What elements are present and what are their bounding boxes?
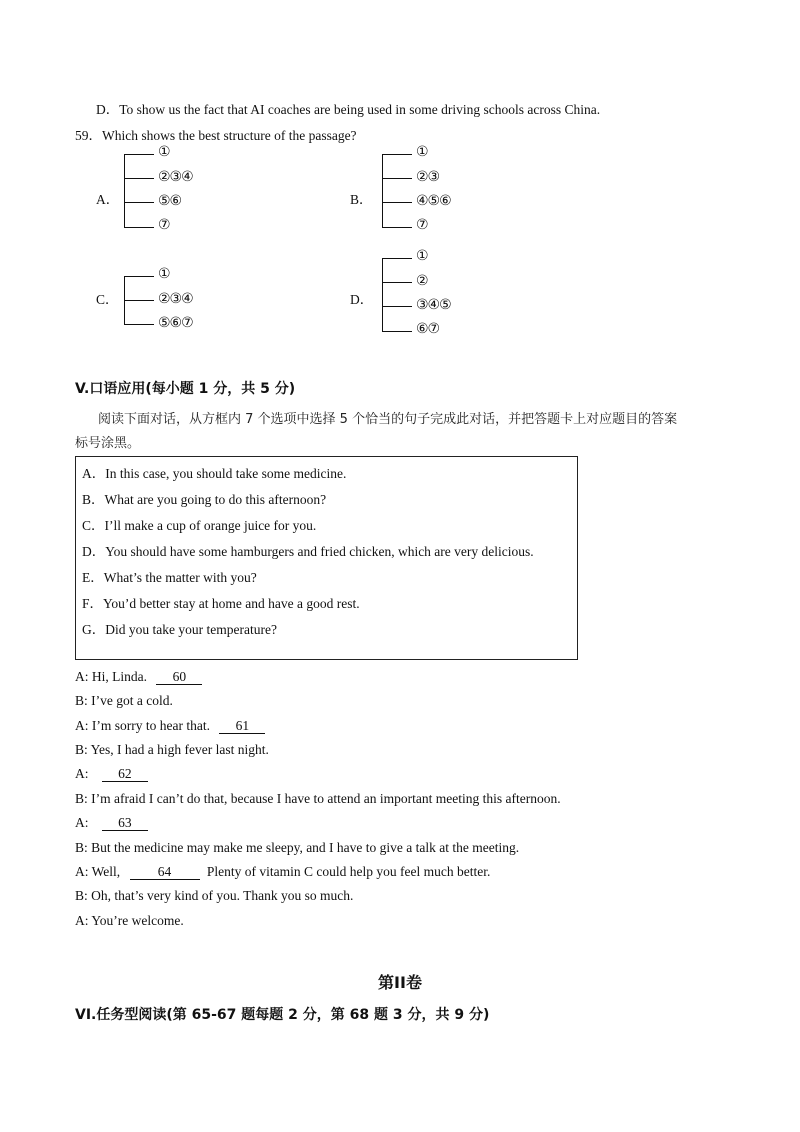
dialog-line: B: But the medicine may make me sleepy, and I have to give a talk at the meeting. <box>75 840 520 855</box>
dialog-line: A: I’m sorry to hear that. 61 <box>75 718 265 734</box>
structure-label: C． <box>96 292 119 307</box>
dialog-line: B: Yes, I had a high fever last night. <box>75 742 269 757</box>
option-f: F．You’d better stay at home and have a good rest. <box>82 596 360 611</box>
dialog-line: A: You’re welcome. <box>75 913 184 928</box>
section-5-title: V.口语应用(每小题 1 分，共 5 分) <box>75 381 296 397</box>
answer-blank-61[interactable]: 61 <box>219 719 265 734</box>
option-g: G．Did you take your temperature? <box>82 622 277 637</box>
tree-node: ⑤⑥⑦ <box>158 315 193 331</box>
dialog-line: A: 62 <box>75 766 148 782</box>
tree-node: ④⑤⑥ <box>416 193 451 209</box>
tree-node: ① <box>158 266 170 282</box>
structure-label: B． <box>350 192 373 207</box>
section-5-instructions: 阅读下面对话，从方框内 7 个选项中选择 5 个恰当的句子完成此对话，并把答题卡上对应题目的答案 <box>98 412 678 427</box>
tree-trunk <box>124 154 125 228</box>
tree-trunk <box>382 258 383 332</box>
part-2-title: 第II卷 <box>378 973 422 992</box>
option-a: A．In this case, you should take some medicine. <box>82 466 347 481</box>
q59-question: 59．Which shows the best structure of the passage? <box>75 128 357 143</box>
dialog-line: A: 63 <box>75 815 148 831</box>
structure-label: D． <box>350 292 374 307</box>
dialog-line: A: Well, 64 Plenty of vitamin C could help you feel much better. <box>75 864 491 879</box>
dialog-line: B: I’m afraid I can’t do that, because I have to attend an important meeting this afternoon. <box>75 791 561 806</box>
tree-node: ②③④ <box>158 169 193 185</box>
dialog-line: B: Oh, that’s very kind of you. Thank you so much. <box>75 888 354 903</box>
tree-node: ① <box>416 144 428 160</box>
tree-node: ⑦ <box>158 217 170 233</box>
section-6-title: VI.任务型阅读(第 65-67 题每题 2 分，第 68 题 3 分，共 9 分) <box>75 1007 490 1023</box>
answer-blank-60[interactable]: 60 <box>156 670 202 685</box>
option-b: B．What are you going to do this afternoon? <box>82 492 327 507</box>
section-5-instructions-cont: 标号涂黑。 <box>75 436 141 451</box>
tree-node: ⑦ <box>416 217 428 233</box>
dialog-line: A: Hi, Linda. 60 <box>75 669 202 685</box>
tree-node: ⑥⑦ <box>416 321 440 337</box>
option-c: C．I’ll make a cup of orange juice for you. <box>82 518 317 533</box>
tree-node: ① <box>158 144 170 160</box>
tree-trunk <box>382 154 383 228</box>
tree-node: ② <box>416 273 428 289</box>
answer-blank-63[interactable]: 63 <box>102 816 148 831</box>
structure-label: A． <box>96 192 120 207</box>
option-e: E．What’s the matter with you? <box>82 570 257 585</box>
answer-blank-64[interactable]: 64 <box>130 865 200 880</box>
answer-blank-62[interactable]: 62 <box>102 767 148 782</box>
tree-node: ① <box>416 248 428 264</box>
q58-option-d: D．To show us the fact that AI coaches are being used in some driving schools across China. <box>96 102 601 117</box>
dialog-line: B: I’ve got a cold. <box>75 693 173 708</box>
tree-node: ②③ <box>416 169 440 185</box>
option-d: D．You should have some hamburgers and fried chicken, which are very delicious. <box>82 544 534 559</box>
tree-node: ⑤⑥ <box>158 193 182 209</box>
tree-node: ②③④ <box>158 291 193 307</box>
tree-node: ③④⑤ <box>416 297 451 313</box>
